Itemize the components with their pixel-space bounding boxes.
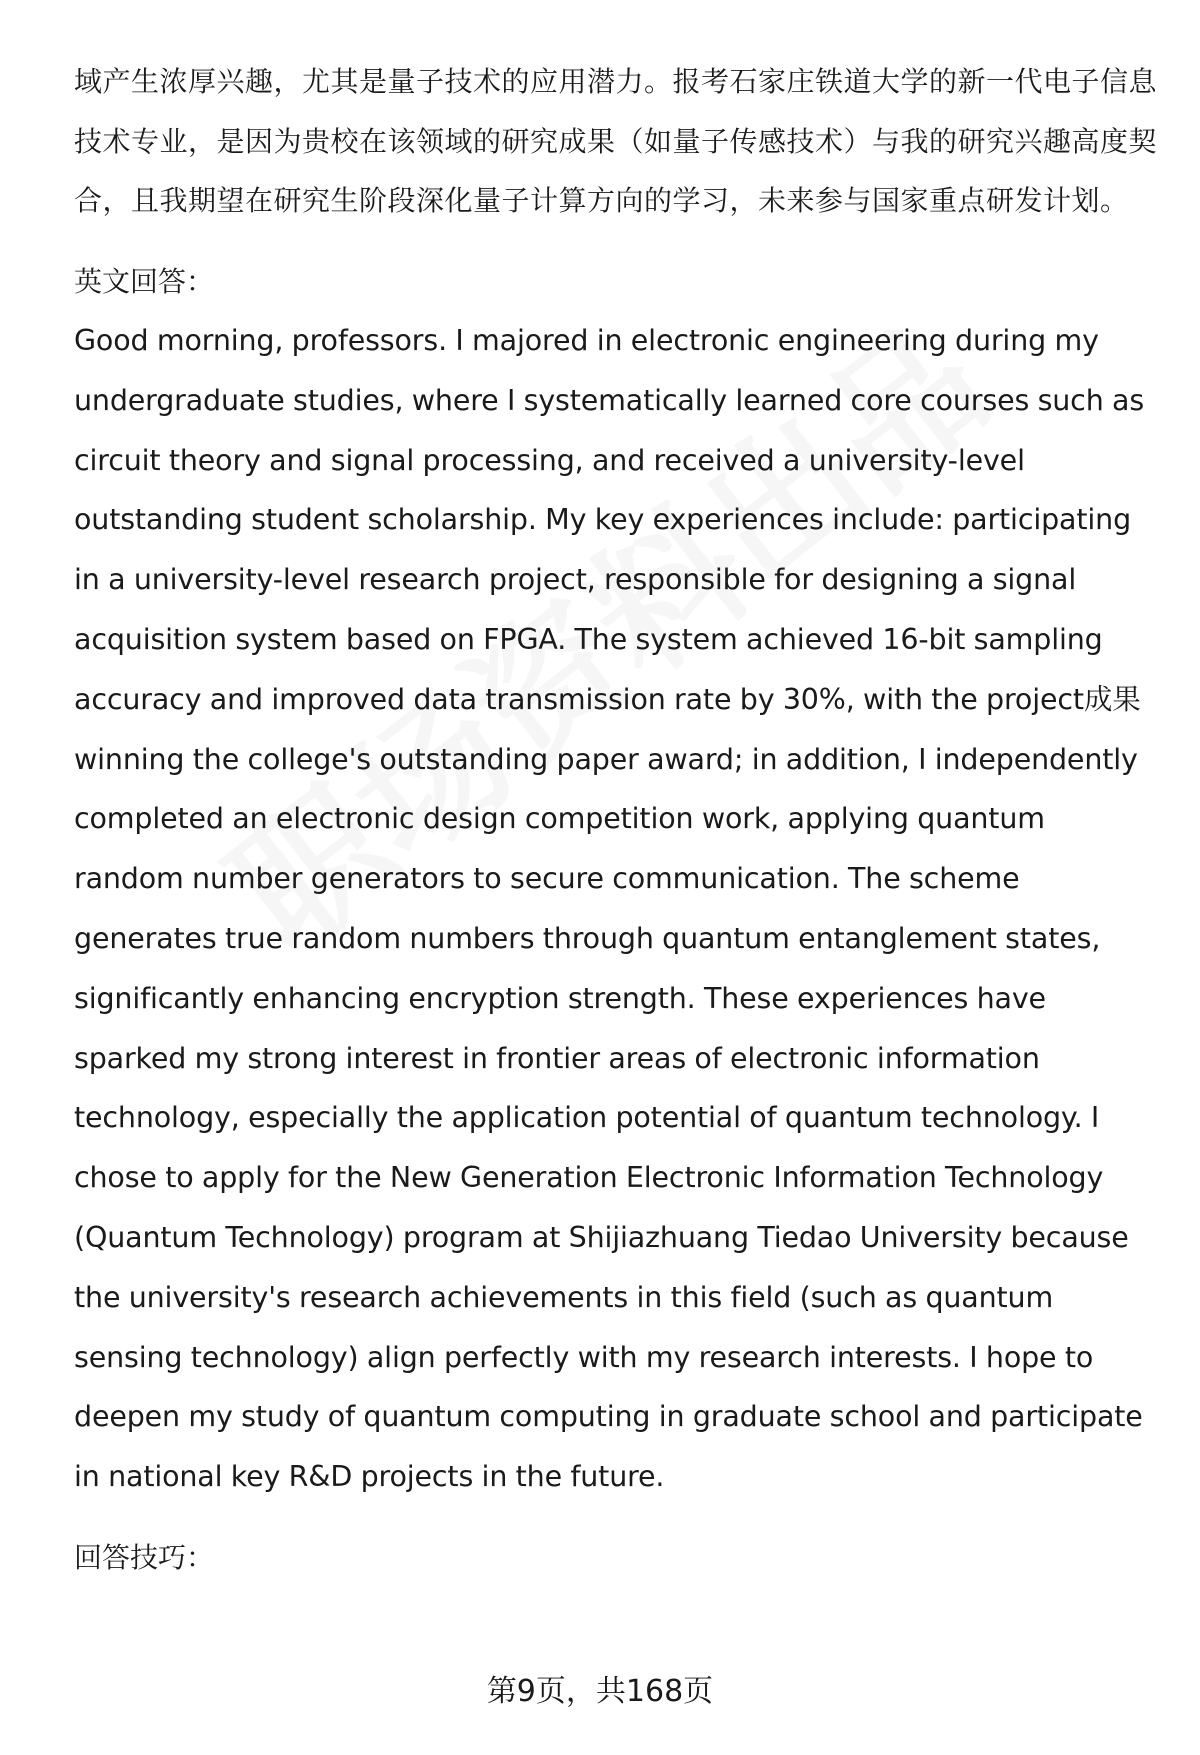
chinese-answer-paragraph: 域产生浓厚兴趣，尤其是量子技术的应用潜力。报考石家庄铁道大学的新一代电子信息技术专业，是因为贵校在该领域的研究成果（如量子传感技术）与我的研究兴趣高度契合，且我期望在研究生阶段深化量子计算方向的学习，未来参与国家重点研发计划。 xyxy=(74,65,1158,217)
page-number-footer: 第9页，共168页 xyxy=(486,1674,714,1709)
english-answer-paragraph: Good morning, professors. I majored in electronic engineering during my undergraduate studies, where I systematically learned core courses such as circuit theory and signal processing, and received a university-level outstanding student scholarship. My key experiences include: participating in a university-level research project, responsible for designing a signal acquisition system based on FPGA. The system achieved 16-bit sampling accuracy and improved data transmission rate by 30%, with the project成果 winning the college's outstanding paper award; in addition, I independently completed an electronic design competition work, applying quantum random number generators to secure communication. The scheme generates true random numbers through quantum entanglement states, significantly enhancing encryption strength. These experiences have sparked my strong interest in frontier areas of electronic information technology, especially the application potential of quantum technology. I chose to apply for the New Generation Electronic Information Technology (Quantum Technology) program at Shijiazhuang Tiedao University because the university's research achievements in this field (such as quantum sensing technology) align perfectly with my research interests. I hope to deepen my study of quantum computing in graduate school and participate in national key R&D projects in the future. xyxy=(74,324,1145,1494)
page-content xyxy=(74,52,1159,1587)
english-answer-label: 英文回答： xyxy=(74,264,215,298)
tips-label: 回答技巧： xyxy=(74,1540,215,1574)
